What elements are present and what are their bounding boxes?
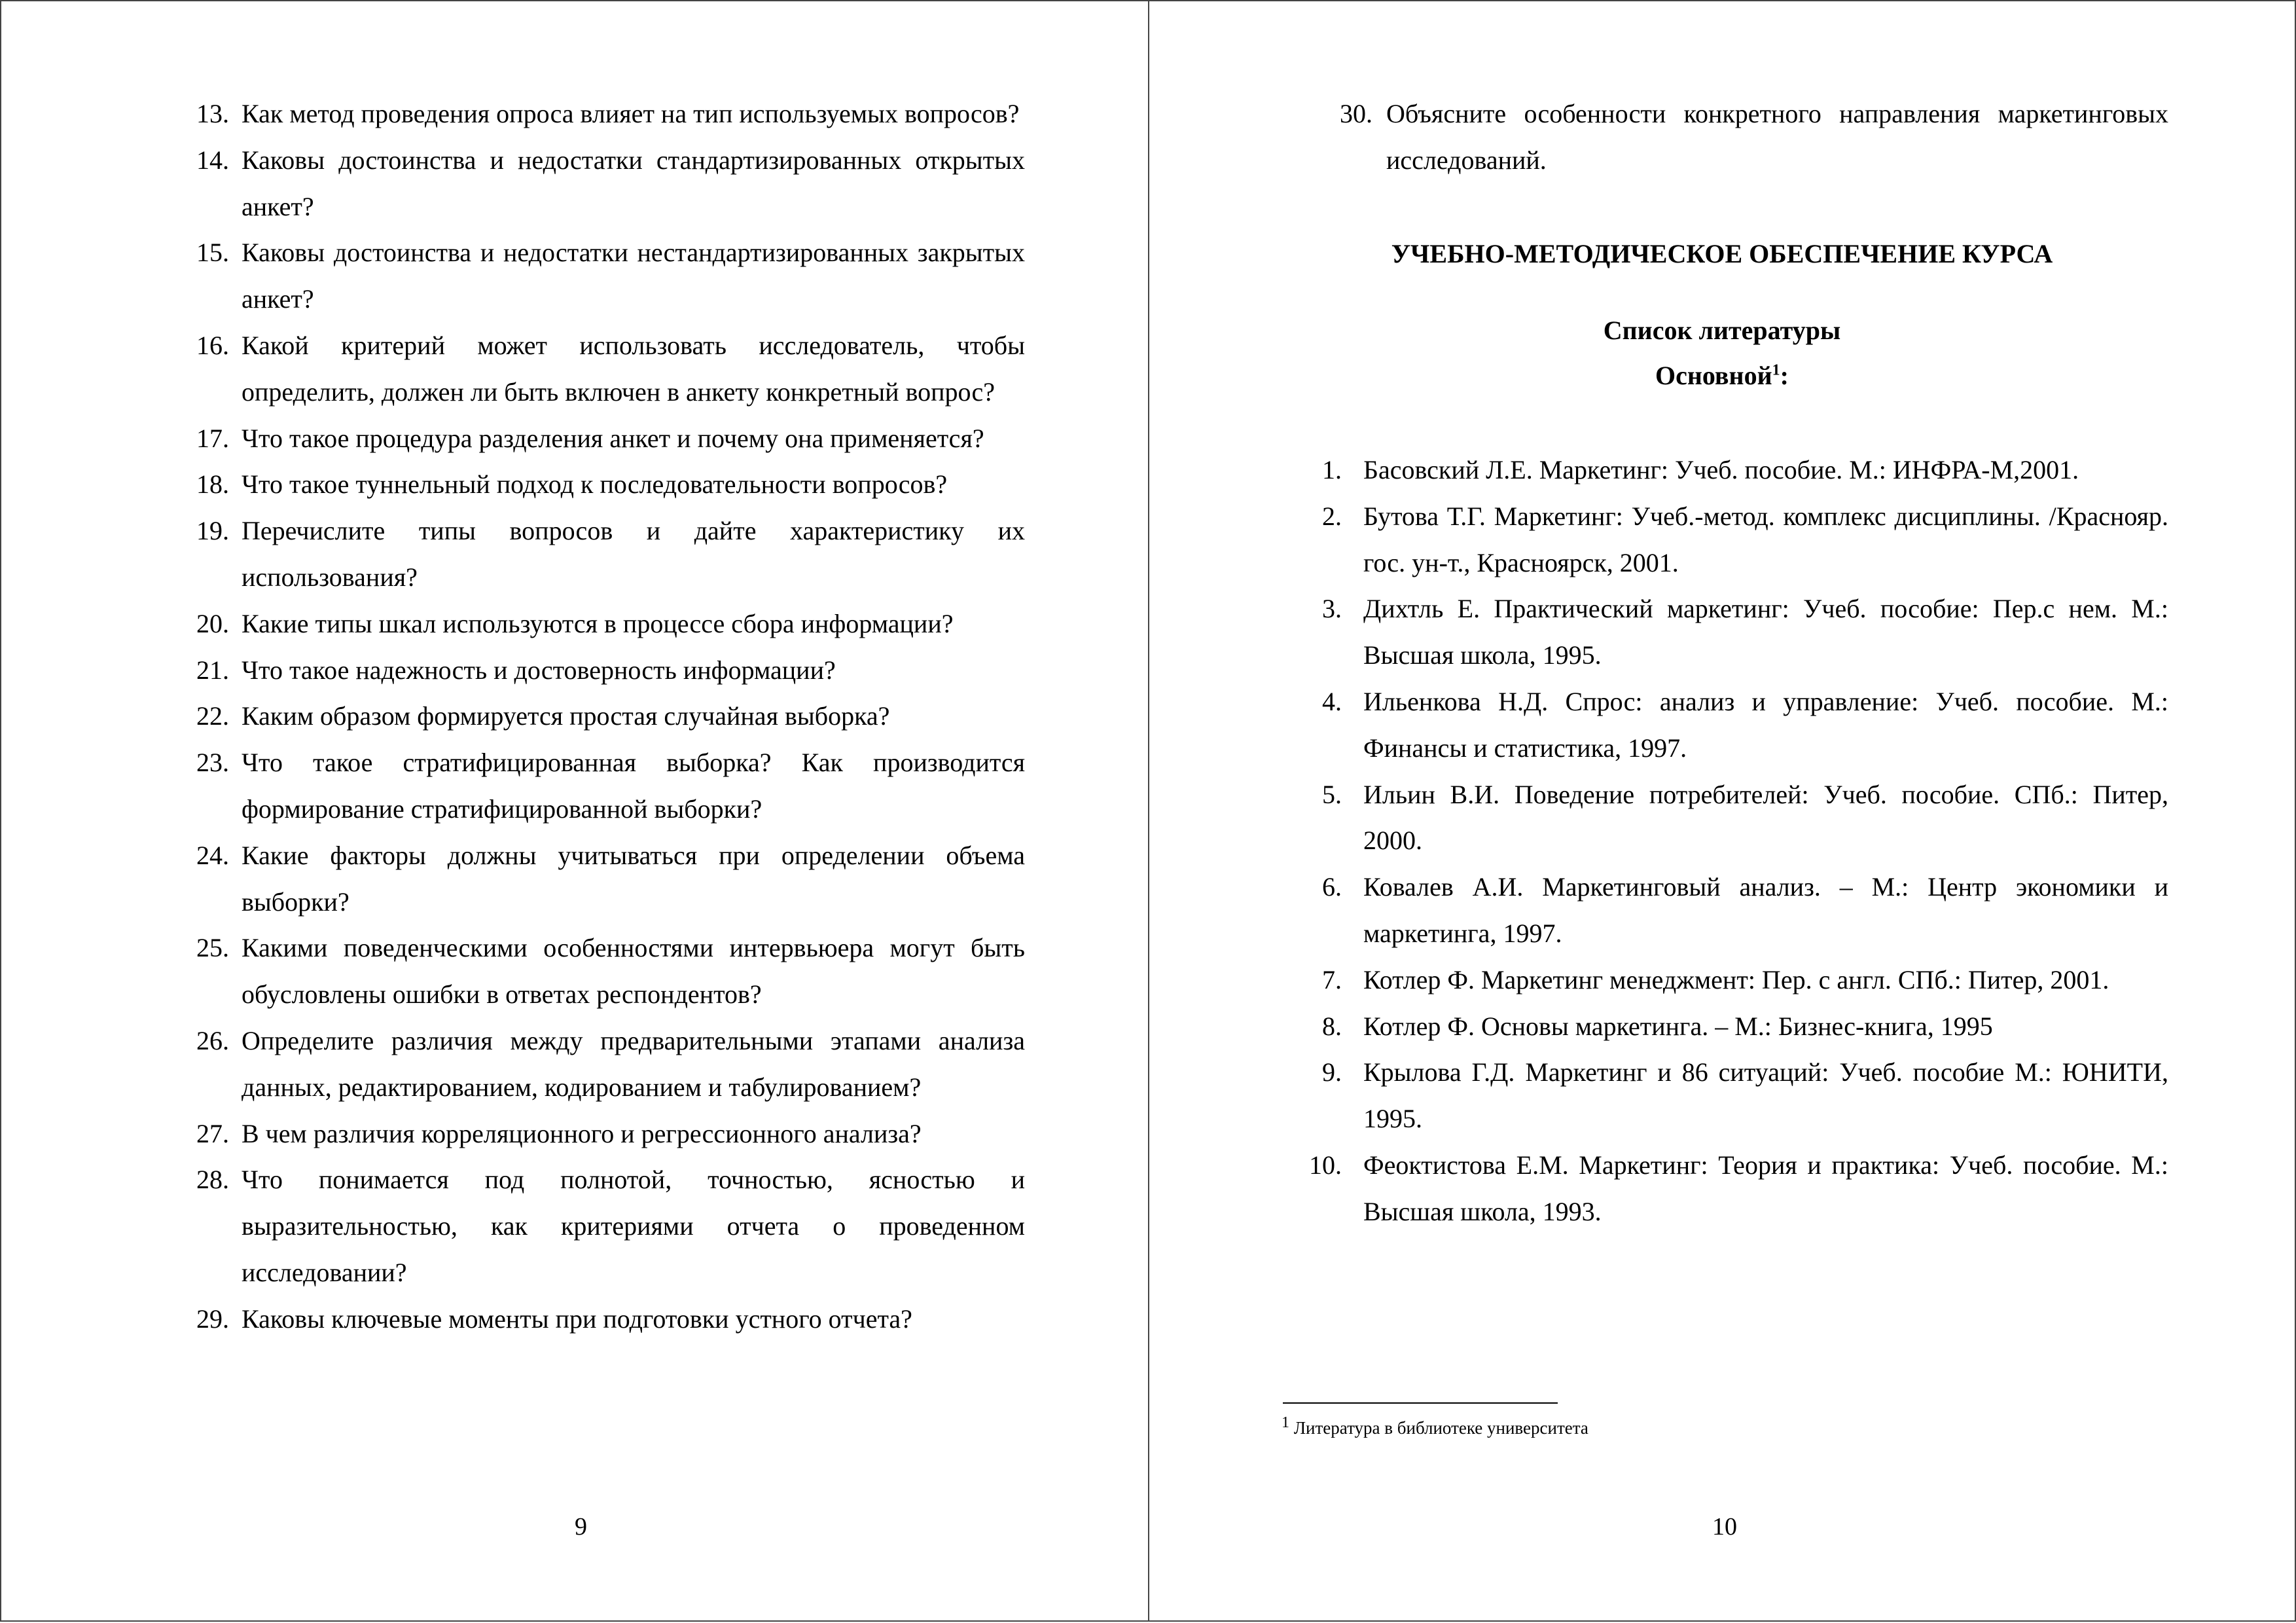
item-text: Что понимается под полнотой, точностью, ясностью и выразительностью, как критериями отчета о проведенном исследовании? bbox=[242, 1165, 1025, 1287]
item-number: 22. bbox=[196, 701, 229, 731]
item-text: Ковалев А.И. Маркетинговый анализ. – М.: Центр экономики и маркетинга, 1997. bbox=[1363, 872, 2168, 948]
item-text: Каковы достоинства и недостатки стандартизированных открытых анкет? bbox=[242, 145, 1025, 221]
item-text: Каким образом формируется простая случайная выборка? bbox=[242, 701, 890, 731]
list-item bbox=[190, 323, 1025, 416]
list-item bbox=[190, 601, 1025, 647]
item-number: 10. bbox=[1309, 1150, 1342, 1180]
item-number: 13. bbox=[196, 99, 229, 128]
item-number: 16. bbox=[196, 330, 229, 360]
list-item bbox=[190, 740, 1025, 833]
item-text: Какие факторы должны учитываться при определении объема выборки? bbox=[242, 840, 1025, 917]
item-number: 6. bbox=[1322, 872, 1342, 902]
list-item bbox=[1302, 864, 2168, 957]
item-number: 23. bbox=[196, 748, 229, 778]
list-item bbox=[1302, 447, 2168, 494]
item-number: 4. bbox=[1322, 686, 1342, 716]
item-number: 15. bbox=[196, 238, 229, 268]
question-30 bbox=[1332, 91, 2168, 184]
item-text: Крылова Г.Д. Маркетинг и 86 ситуаций: Учеб. пособие М.: ЮНИТИ, 1995. bbox=[1363, 1057, 2168, 1134]
list-item bbox=[1302, 494, 2168, 587]
item-number: 25. bbox=[196, 933, 229, 963]
item-text: Ильенкова Н.Д. Спрос: анализ и управление: Учеб. пособие. М.: Финансы и статистика, 1997. bbox=[1363, 686, 2168, 763]
subtitle-text: Основной bbox=[1655, 361, 1772, 390]
item-number: 29. bbox=[196, 1304, 229, 1334]
list-item bbox=[1302, 1142, 2168, 1235]
item-number: 1. bbox=[1322, 455, 1342, 484]
footnote bbox=[1282, 1414, 1588, 1438]
item-number: 9. bbox=[1322, 1057, 1342, 1087]
list-item bbox=[190, 462, 1025, 508]
item-text: Перечислите типы вопросов и дайте характеристику их использования? bbox=[242, 516, 1025, 592]
item-text: Басовский Л.Е. Маркетинг: Учеб. пособие. М.: ИНФРА-М,2001. bbox=[1363, 455, 2079, 484]
item-text: Какими поведенческими особенностями интервьюера могут быть обусловлены ошибки в ответах респондентов? bbox=[242, 933, 1025, 1010]
list-item bbox=[1302, 1004, 2168, 1050]
item-text: Каковы ключевые моменты при подготовки устного отчета? bbox=[242, 1304, 912, 1334]
item-text: Что такое стратифицированная выборка? Как производится формирование стратифицированной выборки? bbox=[242, 748, 1025, 824]
item-text: Котлер Ф. Основы маркетинга. – М.: Бизнес-книга, 1995 bbox=[1363, 1011, 1993, 1041]
item-text: Что такое туннельный подход к последовательности вопросов? bbox=[242, 469, 948, 500]
item-number: 19. bbox=[196, 516, 229, 546]
item-number: 24. bbox=[196, 840, 229, 870]
footnote-text: Литература в библиотеке университета bbox=[1293, 1418, 1588, 1438]
list-item bbox=[190, 1018, 1025, 1111]
item-text: Котлер Ф. Маркетинг менеджмент: Пер. с англ. СПб.: Питер, 2001. bbox=[1363, 964, 2109, 994]
page-number-left: 9 bbox=[575, 1513, 587, 1541]
list-item bbox=[1332, 91, 2168, 184]
list-title: Список литературы bbox=[1603, 316, 1841, 345]
questions-list bbox=[190, 91, 1025, 1343]
list-item bbox=[1302, 679, 2168, 772]
list-item bbox=[1302, 1049, 2168, 1142]
subtitle-colon: : bbox=[1780, 361, 1789, 390]
item-number: 30. bbox=[1340, 99, 1372, 128]
page-number-right: 10 bbox=[1712, 1513, 1737, 1541]
list-item bbox=[190, 508, 1025, 601]
item-text: Определите различия между предварительными этапами анализа данных, редактированием, кодированием и табулированием? bbox=[242, 1025, 1025, 1102]
item-text: Бутова Т.Г. Маркетинг: Учеб.-метод. комплекс дисциплины. /Краснояр. гос. ун-т., Красноярск, 2001. bbox=[1363, 501, 2168, 577]
item-number: 7. bbox=[1322, 964, 1342, 994]
list-item bbox=[1302, 772, 2168, 865]
footnote-ref[interactable]: 1 bbox=[1772, 361, 1780, 379]
item-number: 21. bbox=[196, 655, 229, 685]
list-item bbox=[1302, 586, 2168, 679]
list-item bbox=[190, 1296, 1025, 1343]
list-item bbox=[190, 416, 1025, 462]
item-number: 14. bbox=[196, 145, 229, 175]
item-text: Каковы достоинства и недостатки нестандартизированных закрытых анкет? bbox=[242, 238, 1025, 314]
item-number: 18. bbox=[196, 469, 229, 500]
item-text: Ильин В.И. Поведение потребителей: Учеб. пособие. СПб.: Питер, 2000. bbox=[1363, 779, 2168, 856]
item-number: 17. bbox=[196, 423, 229, 453]
list-item bbox=[190, 230, 1025, 323]
item-number: 5. bbox=[1322, 779, 1342, 809]
list-item bbox=[1302, 957, 2168, 1004]
literature-list bbox=[1302, 447, 2168, 1235]
item-text: Дихтль Е. Практический маркетинг: Учеб. пособие: Пер.с нем. М.: Высшая школа, 1995. bbox=[1363, 594, 2168, 670]
item-text: Что такое надежность и достоверность информации? bbox=[242, 655, 836, 685]
item-text: Как метод проведения опроса влияет на тип используемых вопросов? bbox=[242, 99, 1020, 128]
list-item bbox=[190, 925, 1025, 1018]
item-number: 27. bbox=[196, 1118, 229, 1148]
section-title: УЧЕБНО-МЕТОДИЧЕСКОЕ ОБЕСПЕЧЕНИЕ КУРСА bbox=[1391, 239, 2053, 268]
list-item bbox=[190, 693, 1025, 740]
footnote-separator bbox=[1283, 1402, 1558, 1404]
list-item bbox=[190, 1157, 1025, 1296]
item-number: 20. bbox=[196, 608, 229, 638]
item-text: Феоктистова Е.М. Маркетинг: Теория и практика: Учеб. пособие. М.: Высшая школа, 1993. bbox=[1363, 1150, 2168, 1226]
footnote-mark: 1 bbox=[1282, 1414, 1289, 1431]
list-item bbox=[190, 833, 1025, 926]
item-text: Какие типы шкал используются в процессе сбора информации? bbox=[242, 608, 954, 638]
item-text: В чем различия корреляционного и регрессионного анализа? bbox=[242, 1118, 922, 1148]
item-number: 28. bbox=[196, 1165, 229, 1195]
list-item bbox=[190, 647, 1025, 694]
list-item bbox=[190, 1111, 1025, 1158]
subtitle bbox=[1148, 360, 2296, 391]
item-text: Что такое процедура разделения анкет и почему она применяется? bbox=[242, 423, 984, 453]
item-text: Объясните особенности конкретного направления маркетинговых исследований. bbox=[1386, 99, 2168, 175]
list-item bbox=[190, 137, 1025, 230]
item-number: 26. bbox=[196, 1025, 229, 1055]
item-number: 8. bbox=[1322, 1011, 1342, 1041]
item-number: 2. bbox=[1322, 501, 1342, 531]
item-number: 3. bbox=[1322, 594, 1342, 624]
list-item bbox=[190, 91, 1025, 137]
item-text: Какой критерий может использовать исследователь, чтобы определить, должен ли быть включен в анкету конкретный вопрос? bbox=[242, 330, 1025, 407]
